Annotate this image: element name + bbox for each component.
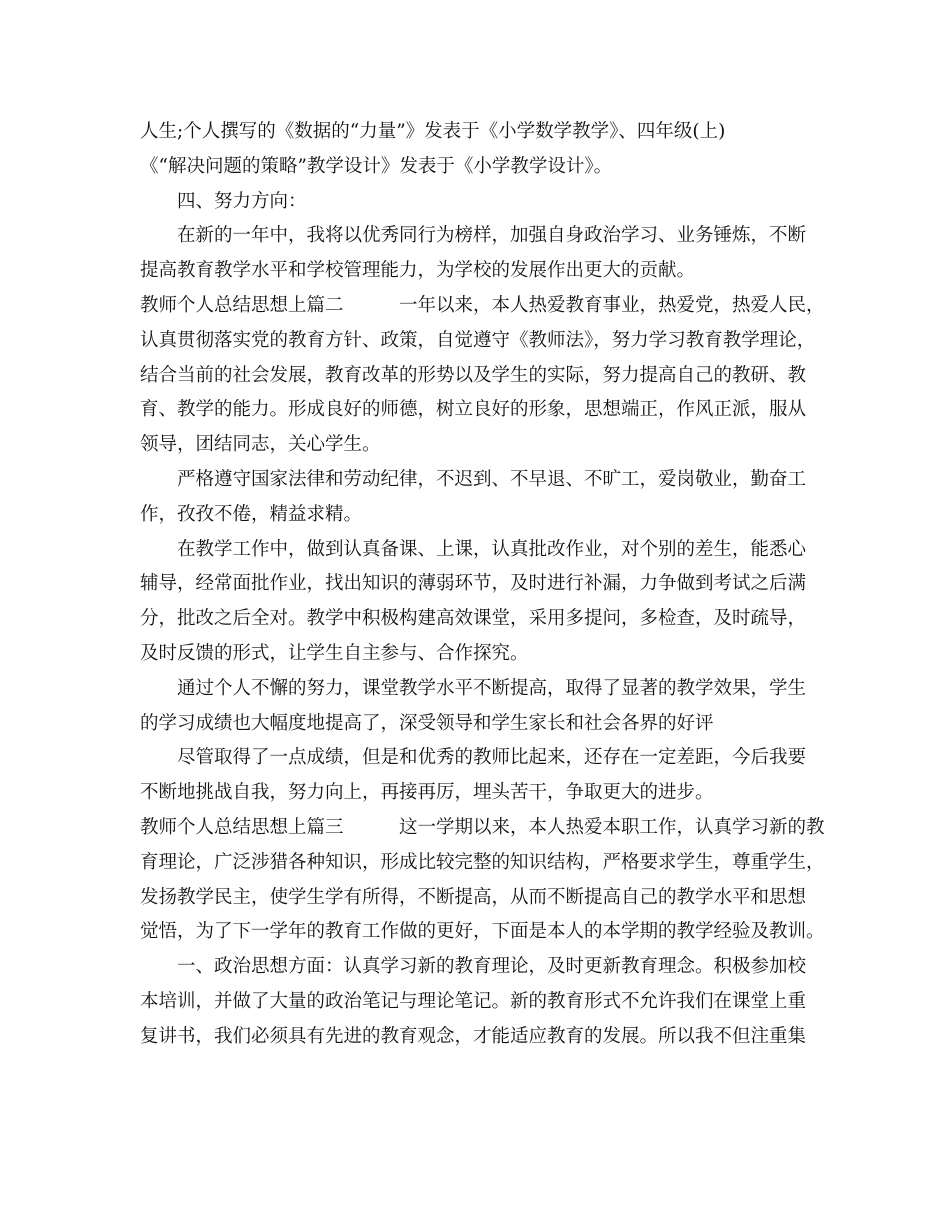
text-line: 育、教学的能力。形成良好的师德，树立良好的形象，思想端正，作风正派，服从 [140,399,807,421]
text-line: 觉悟，为了下一学年的教育工作做的更好，下面是本人的本学期的教学经验及教训。 [140,921,825,943]
text-line: 提高教育教学水平和学校管理能力，为学校的发展作出更大的贡献。 [140,260,696,282]
text-line: 尽管取得了一点成绩，但是和优秀的教师比起来，还存在一定差距，今后我要 [140,747,807,769]
text-line: 本培训，并做了大量的政治笔记与理论笔记。新的教育形式不允许我们在课堂上重 [140,990,807,1012]
text-line: 不断地挑战自我，努力向上，再接再厉，埋头苦干，争取更大的进步。 [140,782,714,804]
text-line: 在新的一年中，我将以优秀同行为榜样，加强自身政治学习、业务锤炼，不断 [140,225,807,247]
text-line: 复讲书，我们必须具有先进的教育观念，才能适应教育的发展。所以我不但注重集 [140,1025,807,1047]
article-title-line: 教师个人总结思想上篇二 一年以来，本人热爱教育事业，热爱党，热爱人民， [140,294,825,316]
text-line: 分，批改之后全对。教学中积极构建高效课堂，采用多提问，多检查，及时疏导， [140,608,807,630]
text-line: 认真贯彻落实党的教育方针、政策，自觉遵守《教师法》，努力学习教育教学理论， [140,329,816,351]
section-heading: 一、政治思想方面：认真学习新的教育理论，及时更新教育理念。积极参加校 [140,956,807,978]
text-line: 《“解决问题的策略”教学设计》发表于《小学教学设计》。 [140,155,613,177]
text-line: 辅导，经常面批作业，找出知识的薄弱环节，及时进行补漏，力争做到考试之后满 [140,573,807,595]
text-line: 人生;个人撰写的《数据的“力量”》发表于《小学数学教学》、四年级(上) [140,121,726,142]
text-line: 通过个人不懈的努力，课堂教学水平不断提高，取得了显著的教学效果，学生 [140,677,807,699]
article-title-line: 教师个人总结思想上篇三 这一学期以来，本人热爱本职工作，认真学习新的教 [140,816,825,838]
text-line: 作，孜孜不倦，精益求精。 [140,503,363,525]
text-line: 结合当前的社会发展，教育改革的形势以及学生的实际，努力提高自己的教研、教 [140,364,807,386]
text-line: 育理论，广泛涉猎各种知识，形成比较完整的知识结构，严格要求学生，尊重学生， [140,851,825,873]
text-line: 发扬教学民主，使学生学有所得，不断提高，从而不断提高自己的教学水平和思想 [140,886,807,908]
section-heading: 四、努力方向： [140,190,307,212]
text-line: 及时反馈的形式，让学生自主参与、合作探究。 [140,642,529,664]
body-text [140,115,830,1055]
text-line: 的学习成绩也大幅度地提高了，深受领导和学生家长和社会各界的好评 [140,712,714,734]
text-line: 严格遵守国家法律和劳动纪律，不迟到、不早退、不旷工，爱岗敬业，勤奋工 [140,468,807,490]
text-line: 在教学工作中，做到认真备课、上课，认真批改作业，对个别的差生，能悉心 [140,538,807,560]
text-line: 领导，团结同志，关心学生。 [140,434,381,456]
